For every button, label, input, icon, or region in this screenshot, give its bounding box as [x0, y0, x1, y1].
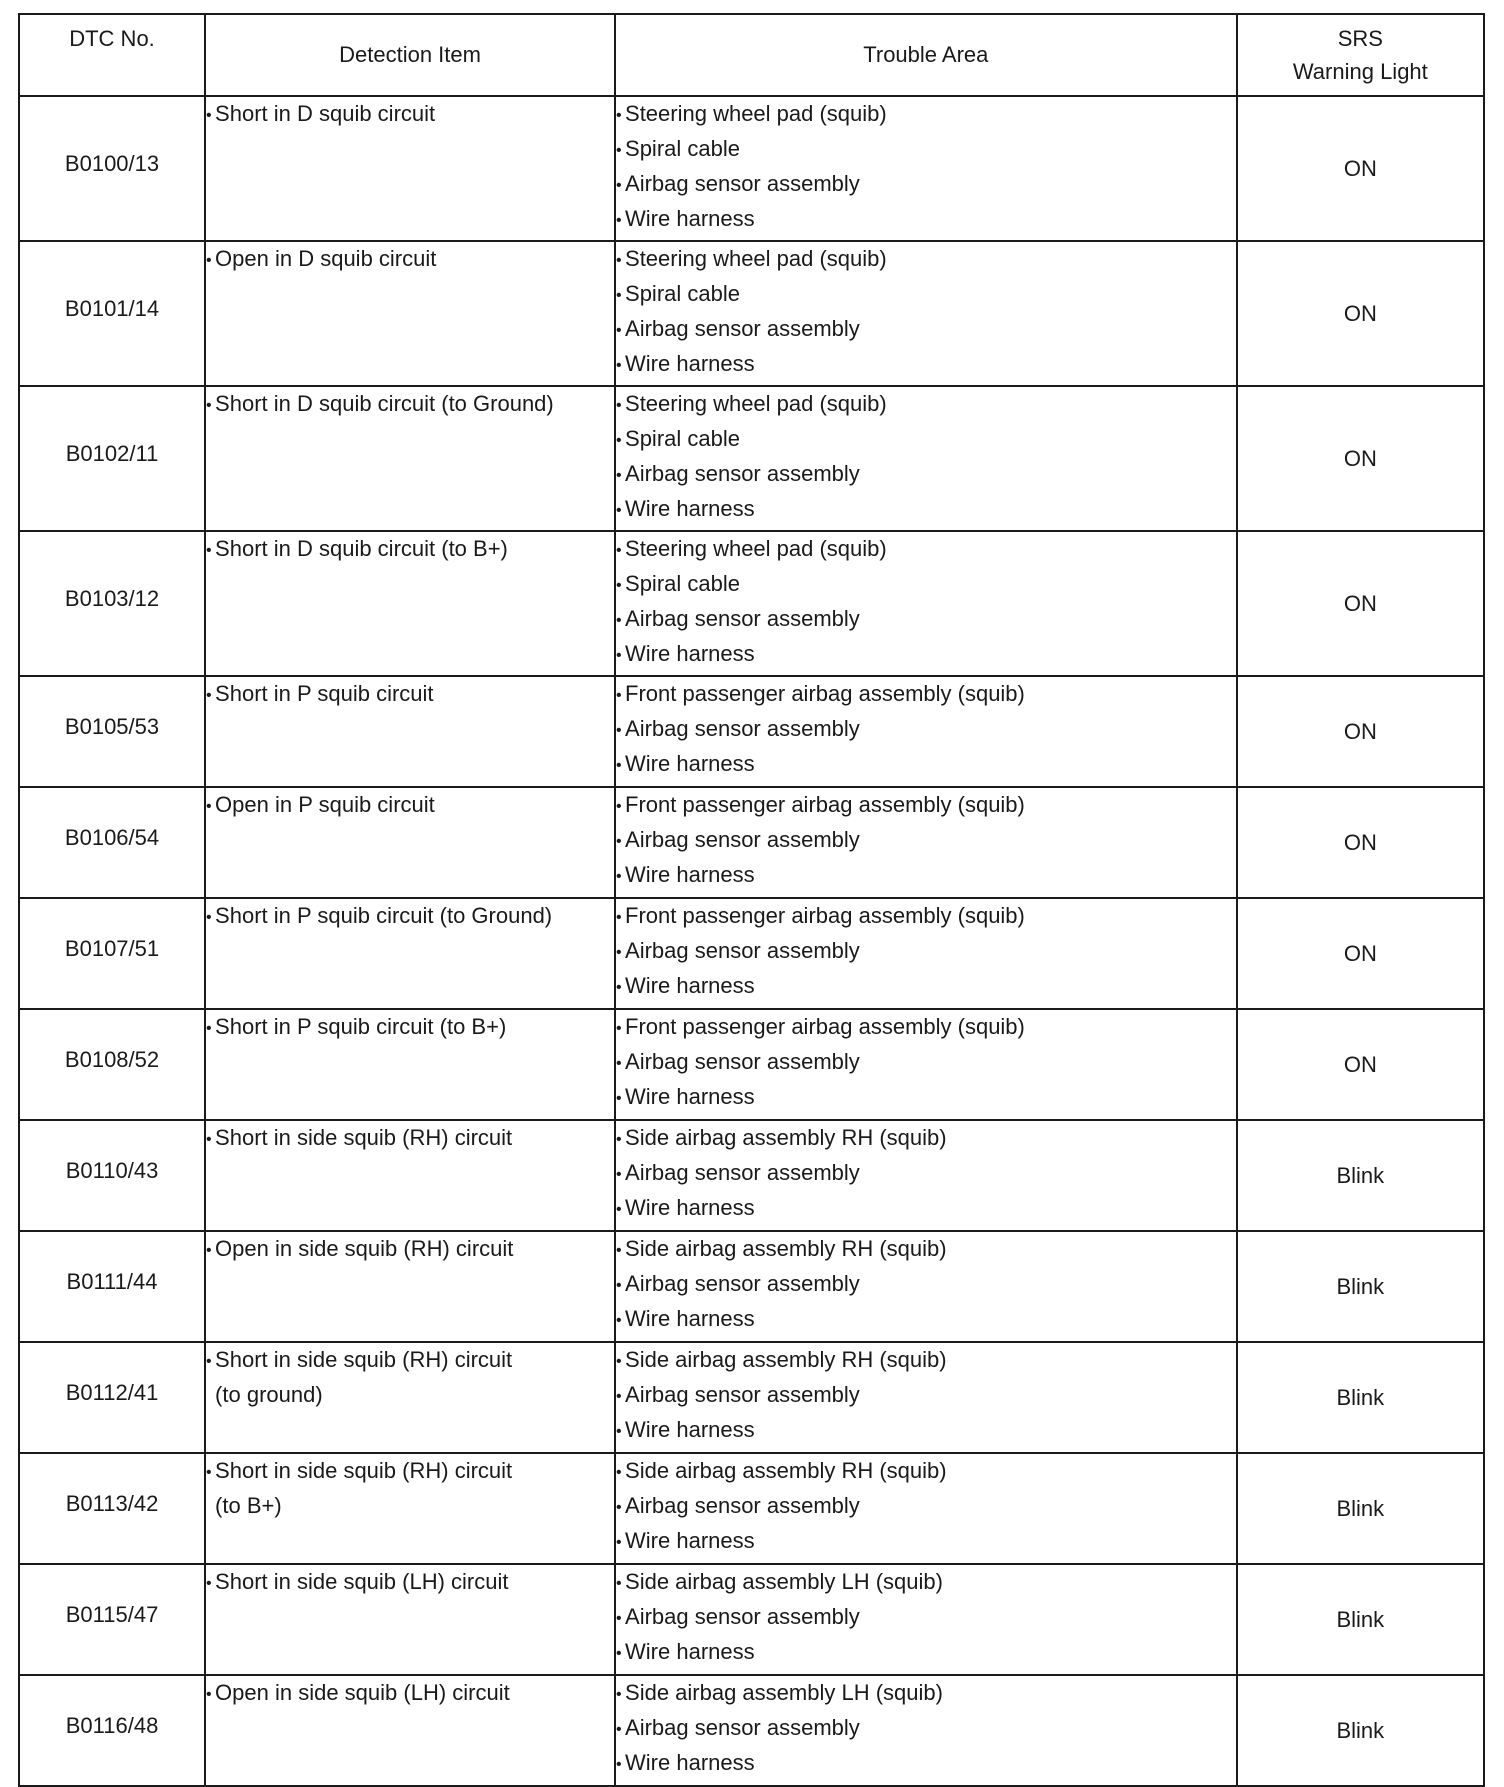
trouble-area-line — [616, 1676, 1236, 1711]
table-row — [19, 1675, 1484, 1786]
bullet-icon: • — [616, 1166, 622, 1183]
bullet-icon: • — [616, 542, 622, 559]
trouble-area-text: Airbag sensor assembly — [625, 171, 860, 196]
trouble-area-cell — [615, 386, 1237, 531]
detection-item-line — [206, 97, 614, 132]
detection-item-text: Short in P squib circuit (to Ground) — [215, 903, 553, 928]
detection-item-text: Open in side squib (RH) circuit — [215, 1236, 514, 1261]
bullet-icon: • — [616, 687, 622, 704]
trouble-area-text: Wire harness — [625, 1639, 755, 1664]
detection-item-cell — [205, 787, 615, 898]
dtc-number: B0115/47 — [65, 1601, 159, 1627]
srs-warning-light-value: Blink — [1237, 1342, 1484, 1453]
trouble-area-line — [616, 637, 1236, 672]
trouble-area-text: Wire harness — [625, 751, 755, 776]
detection-item-line — [206, 788, 614, 823]
bullet-icon: • — [616, 577, 622, 594]
trouble-area-line — [616, 242, 1236, 277]
trouble-area-line — [616, 1267, 1236, 1302]
trouble-area-line — [616, 1302, 1236, 1337]
trouble-area-cell — [615, 1120, 1237, 1231]
bullet-icon: • — [206, 1242, 212, 1259]
detection-item-text: Short in side squib (LH) circuit — [215, 1569, 509, 1594]
detection-item-cell — [205, 898, 615, 1009]
bullet-icon: • — [616, 1686, 622, 1703]
header-srs-line2: Warning Light — [1292, 59, 1428, 84]
table-row — [19, 1120, 1484, 1231]
trouble-area-line — [616, 1600, 1236, 1635]
table-row — [19, 676, 1484, 787]
bullet-icon: • — [616, 212, 622, 229]
trouble-area-line — [616, 1045, 1236, 1080]
detection-item-cell — [205, 386, 615, 531]
detection-item-line — [206, 1565, 614, 1600]
bullet-icon: • — [616, 1721, 622, 1738]
trouble-area-line — [616, 1191, 1236, 1226]
srs-warning-light-value: ON — [1237, 787, 1484, 898]
srs-warning-light-value: ON — [1237, 386, 1484, 531]
bullet-icon: • — [616, 1499, 622, 1516]
detection-item-line — [206, 242, 614, 277]
trouble-area-text: Airbag sensor assembly — [625, 1715, 860, 1740]
dtc-number-cell — [19, 1009, 205, 1120]
dtc-table — [18, 13, 1485, 1787]
bullet-icon: • — [616, 833, 622, 850]
bullet-icon: • — [616, 432, 622, 449]
trouble-area-text: Wire harness — [625, 1417, 755, 1442]
trouble-area-text: Airbag sensor assembly — [625, 1604, 860, 1629]
trouble-area-text: Wire harness — [625, 206, 755, 231]
srs-warning-light-value: Blink — [1237, 1120, 1484, 1231]
trouble-area-line — [616, 1489, 1236, 1524]
bullet-icon: • — [616, 1534, 622, 1551]
trouble-area-text: Spiral cable — [625, 281, 740, 306]
bullet-icon: • — [616, 1020, 622, 1037]
bullet-icon: • — [616, 1575, 622, 1592]
dtc-number-cell — [19, 96, 205, 241]
detection-item-text: Short in side squib (RH) circuit — [215, 1125, 513, 1150]
detection-item-cell — [205, 241, 615, 386]
trouble-area-text: Airbag sensor assembly — [625, 316, 860, 341]
table-row — [19, 96, 1484, 241]
header-row — [19, 14, 1484, 96]
trouble-area-line — [616, 712, 1236, 747]
bullet-icon: • — [616, 1610, 622, 1627]
table-row — [19, 1009, 1484, 1120]
trouble-area-text: Wire harness — [625, 496, 755, 521]
bullet-icon: • — [616, 798, 622, 815]
trouble-area-line — [616, 97, 1236, 132]
trouble-area-line — [616, 1378, 1236, 1413]
bullet-icon: • — [616, 107, 622, 124]
trouble-area-text: Spiral cable — [625, 136, 740, 161]
detection-item-text: Open in P squib circuit — [215, 792, 435, 817]
srs-warning-light-value: ON — [1237, 531, 1484, 676]
trouble-area-line — [616, 1156, 1236, 1191]
bullet-icon: • — [616, 1242, 622, 1259]
detection-item-line — [206, 677, 614, 712]
trouble-area-line — [616, 1524, 1236, 1559]
trouble-area-line — [616, 1080, 1236, 1115]
header-trouble-area: Trouble Area — [615, 14, 1237, 96]
bullet-icon: • — [616, 647, 622, 664]
bullet-icon: • — [616, 1423, 622, 1440]
bullet-icon: • — [616, 142, 622, 159]
header-srs-line1: SRS — [1337, 26, 1383, 51]
trouble-area-text: Side airbag assembly RH (squib) — [625, 1236, 947, 1261]
bullet-icon: • — [616, 287, 622, 304]
bullet-icon: • — [616, 1312, 622, 1329]
detection-item-text: Short in P squib circuit (to B+) — [215, 1014, 507, 1039]
trouble-area-line — [616, 1635, 1236, 1670]
table-body — [19, 96, 1484, 1786]
dtc-number-cell — [19, 1342, 205, 1453]
srs-warning-light-value: Blink — [1237, 1453, 1484, 1564]
trouble-area-line — [616, 457, 1236, 492]
bullet-icon: • — [616, 1090, 622, 1107]
detection-item-cell — [205, 1453, 615, 1564]
detection-item-text: Short in P squib circuit — [215, 681, 434, 706]
trouble-area-text: Front passenger airbag assembly (squib) — [625, 903, 1025, 928]
detection-item-text: Short in side squib (RH) circuit — [215, 1347, 513, 1372]
detection-item-line — [206, 1676, 614, 1711]
table-row — [19, 1342, 1484, 1453]
srs-warning-light-value: ON — [1237, 96, 1484, 241]
trouble-area-text: Front passenger airbag assembly (squib) — [625, 1014, 1025, 1039]
detection-item-cell — [205, 1231, 615, 1342]
trouble-area-text: Airbag sensor assembly — [625, 1049, 860, 1074]
detection-item-text: (to ground) — [215, 1382, 323, 1407]
detection-item-cell — [205, 1342, 615, 1453]
bullet-icon: • — [616, 1464, 622, 1481]
trouble-area-line — [616, 934, 1236, 969]
trouble-area-line — [616, 312, 1236, 347]
detection-item-line — [206, 1489, 614, 1522]
trouble-area-text: Steering wheel pad (squib) — [625, 101, 887, 126]
bullet-icon: • — [616, 467, 622, 484]
header-dtc-no: DTC No. — [19, 14, 205, 96]
bullet-icon: • — [616, 1201, 622, 1218]
bullet-icon: • — [616, 1756, 622, 1773]
bullet-icon: • — [616, 1055, 622, 1072]
bullet-icon: • — [616, 1131, 622, 1148]
detection-item-cell — [205, 676, 615, 787]
trouble-area-text: Steering wheel pad (squib) — [625, 536, 887, 561]
trouble-area-text: Wire harness — [625, 1750, 755, 1775]
dtc-number-cell — [19, 787, 205, 898]
trouble-area-text: Wire harness — [625, 973, 755, 998]
trouble-area-cell — [615, 676, 1237, 787]
detection-item-line — [206, 1378, 614, 1411]
detection-item-text: Short in D squib circuit (to B+) — [215, 536, 508, 561]
detection-item-line — [206, 1010, 614, 1045]
srs-warning-light-value: ON — [1237, 1009, 1484, 1120]
bullet-icon: • — [206, 397, 212, 414]
trouble-area-text: Front passenger airbag assembly (squib) — [625, 681, 1025, 706]
srs-warning-light-value: ON — [1237, 676, 1484, 787]
detection-item-line — [206, 532, 614, 567]
bullet-icon: • — [616, 322, 622, 339]
bullet-icon: • — [616, 1645, 622, 1662]
trouble-area-cell — [615, 898, 1237, 1009]
dtc-number: B0110/43 — [65, 1157, 159, 1183]
dtc-number: B0107/51 — [64, 935, 160, 961]
trouble-area-text: Airbag sensor assembly — [625, 827, 860, 852]
dtc-number-cell — [19, 676, 205, 787]
trouble-area-cell — [615, 1564, 1237, 1675]
dtc-number-cell — [19, 386, 205, 531]
bullet-icon: • — [206, 687, 212, 704]
trouble-area-text: Side airbag assembly RH (squib) — [625, 1347, 947, 1372]
detection-item-cell — [205, 1564, 615, 1675]
trouble-area-line — [616, 202, 1236, 237]
trouble-area-text: Wire harness — [625, 1528, 755, 1553]
trouble-area-text: Steering wheel pad (squib) — [625, 246, 887, 271]
dtc-number: B0103/12 — [64, 585, 160, 611]
dtc-number: B0105/53 — [64, 713, 160, 739]
table-row — [19, 1564, 1484, 1675]
bullet-icon: • — [206, 252, 212, 269]
trouble-area-text: Wire harness — [625, 1084, 755, 1109]
bullet-icon: • — [206, 909, 212, 926]
dtc-number: B0106/54 — [64, 824, 160, 850]
bullet-icon: • — [616, 502, 622, 519]
trouble-area-line — [616, 1232, 1236, 1267]
bullet-icon: • — [206, 542, 212, 559]
dtc-number-cell — [19, 898, 205, 1009]
bullet-icon: • — [616, 868, 622, 885]
trouble-area-line — [616, 167, 1236, 202]
bullet-icon: • — [206, 1686, 212, 1703]
trouble-area-line — [616, 422, 1236, 457]
detection-item-line — [206, 387, 614, 422]
trouble-area-line — [616, 277, 1236, 312]
dtc-number: B0102/11 — [65, 440, 159, 466]
header-srs-warning-light — [1237, 14, 1484, 96]
trouble-area-line — [616, 492, 1236, 527]
trouble-area-text: Airbag sensor assembly — [625, 461, 860, 486]
trouble-area-text: Wire harness — [625, 641, 755, 666]
trouble-area-text: Side airbag assembly RH (squib) — [625, 1125, 947, 1150]
trouble-area-text: Airbag sensor assembly — [625, 1493, 860, 1518]
detection-item-text: Short in D squib circuit (to Ground) — [215, 391, 554, 416]
detection-item-cell — [205, 1009, 615, 1120]
srs-warning-light-value: Blink — [1237, 1564, 1484, 1675]
detection-item-cell — [205, 531, 615, 676]
table-row — [19, 898, 1484, 1009]
trouble-area-text: Airbag sensor assembly — [625, 1271, 860, 1296]
detection-item-text: Open in D squib circuit — [215, 246, 437, 271]
trouble-area-line — [616, 132, 1236, 167]
bullet-icon: • — [616, 252, 622, 269]
trouble-area-line — [616, 747, 1236, 782]
trouble-area-text: Wire harness — [625, 1195, 755, 1220]
trouble-area-line — [616, 788, 1236, 823]
dtc-number-cell — [19, 531, 205, 676]
trouble-area-line — [616, 347, 1236, 382]
trouble-area-text: Airbag sensor assembly — [625, 1382, 860, 1407]
dtc-number: B0111/44 — [66, 1268, 158, 1294]
trouble-area-line — [616, 1413, 1236, 1448]
trouble-area-text: Front passenger airbag assembly (squib) — [625, 792, 1025, 817]
trouble-area-line — [616, 677, 1236, 712]
bullet-icon: • — [206, 1353, 212, 1370]
dtc-number: B0116/48 — [65, 1712, 159, 1738]
trouble-area-cell — [615, 1231, 1237, 1342]
detection-item-line — [206, 1121, 614, 1156]
detection-item-line — [206, 1454, 614, 1489]
trouble-area-cell — [615, 1675, 1237, 1786]
detection-item-cell — [205, 1675, 615, 1786]
trouble-area-cell — [615, 1453, 1237, 1564]
bullet-icon: • — [616, 1353, 622, 1370]
bullet-icon: • — [616, 357, 622, 374]
srs-warning-light-value: ON — [1237, 241, 1484, 386]
trouble-area-line — [616, 1121, 1236, 1156]
trouble-area-line — [616, 969, 1236, 1004]
detection-item-line — [206, 1343, 614, 1378]
bullet-icon: • — [206, 107, 212, 124]
trouble-area-line — [616, 1711, 1236, 1746]
trouble-area-line — [616, 1565, 1236, 1600]
detection-item-cell — [205, 96, 615, 241]
document-page — [18, 13, 1485, 1775]
bullet-icon: • — [616, 944, 622, 961]
trouble-area-line — [616, 1454, 1236, 1489]
bullet-icon: • — [616, 1277, 622, 1294]
detection-item-line — [206, 899, 614, 934]
dtc-number: B0100/13 — [64, 150, 160, 176]
trouble-area-cell — [615, 96, 1237, 241]
detection-item-text: Open in side squib (LH) circuit — [215, 1680, 510, 1705]
trouble-area-text: Spiral cable — [625, 571, 740, 596]
bullet-icon: • — [616, 722, 622, 739]
detection-item-text: (to B+) — [215, 1493, 282, 1518]
trouble-area-text: Airbag sensor assembly — [625, 1160, 860, 1185]
trouble-area-line — [616, 567, 1236, 602]
dtc-number-cell — [19, 1564, 205, 1675]
header-detection-item: Detection Item — [205, 14, 615, 96]
dtc-number-cell — [19, 241, 205, 386]
trouble-area-line — [616, 387, 1236, 422]
trouble-area-line — [616, 858, 1236, 893]
trouble-area-line — [616, 1343, 1236, 1378]
dtc-number-cell — [19, 1120, 205, 1231]
detection-item-cell — [205, 1120, 615, 1231]
trouble-area-text: Steering wheel pad (squib) — [625, 391, 887, 416]
bullet-icon: • — [616, 397, 622, 414]
dtc-number-cell — [19, 1675, 205, 1786]
detection-item-text: Short in side squib (RH) circuit — [215, 1458, 513, 1483]
trouble-area-line — [616, 1746, 1236, 1781]
trouble-area-text: Spiral cable — [625, 426, 740, 451]
trouble-area-cell — [615, 531, 1237, 676]
trouble-area-line — [616, 1010, 1236, 1045]
trouble-area-line — [616, 823, 1236, 858]
bullet-icon: • — [206, 1575, 212, 1592]
dtc-number-cell — [19, 1453, 205, 1564]
bullet-icon: • — [206, 798, 212, 815]
trouble-area-text: Side airbag assembly LH (squib) — [625, 1569, 943, 1594]
srs-warning-light-value: ON — [1237, 898, 1484, 1009]
table-row — [19, 787, 1484, 898]
bullet-icon: • — [206, 1464, 212, 1481]
trouble-area-text: Airbag sensor assembly — [625, 716, 860, 741]
dtc-number: B0113/42 — [65, 1490, 159, 1516]
trouble-area-cell — [615, 787, 1237, 898]
trouble-area-line — [616, 532, 1236, 567]
table-row — [19, 531, 1484, 676]
trouble-area-text: Side airbag assembly RH (squib) — [625, 1458, 947, 1483]
trouble-area-text: Wire harness — [625, 351, 755, 376]
dtc-number: B0101/14 — [64, 295, 160, 321]
table-row — [19, 386, 1484, 531]
srs-warning-light-value: Blink — [1237, 1231, 1484, 1342]
dtc-number-cell — [19, 1231, 205, 1342]
trouble-area-text: Side airbag assembly LH (squib) — [625, 1680, 943, 1705]
dtc-number: B0112/41 — [65, 1379, 159, 1405]
table-row — [19, 1231, 1484, 1342]
bullet-icon: • — [616, 979, 622, 996]
trouble-area-cell — [615, 1342, 1237, 1453]
bullet-icon: • — [616, 612, 622, 629]
bullet-icon: • — [616, 177, 622, 194]
trouble-area-line — [616, 602, 1236, 637]
trouble-area-text: Airbag sensor assembly — [625, 938, 860, 963]
trouble-area-cell — [615, 241, 1237, 386]
bullet-icon: • — [206, 1131, 212, 1148]
trouble-area-cell — [615, 1009, 1237, 1120]
table-row — [19, 241, 1484, 386]
trouble-area-line — [616, 899, 1236, 934]
srs-warning-light-value: Blink — [1237, 1675, 1484, 1786]
trouble-area-text: Wire harness — [625, 862, 755, 887]
bullet-icon: • — [616, 757, 622, 774]
detection-item-line — [206, 1232, 614, 1267]
bullet-icon: • — [616, 909, 622, 926]
bullet-icon: • — [616, 1388, 622, 1405]
trouble-area-text: Airbag sensor assembly — [625, 606, 860, 631]
trouble-area-text: Wire harness — [625, 1306, 755, 1331]
detection-item-text: Short in D squib circuit — [215, 101, 436, 126]
bullet-icon: • — [206, 1020, 212, 1037]
dtc-number: B0108/52 — [64, 1046, 160, 1072]
table-row — [19, 1453, 1484, 1564]
